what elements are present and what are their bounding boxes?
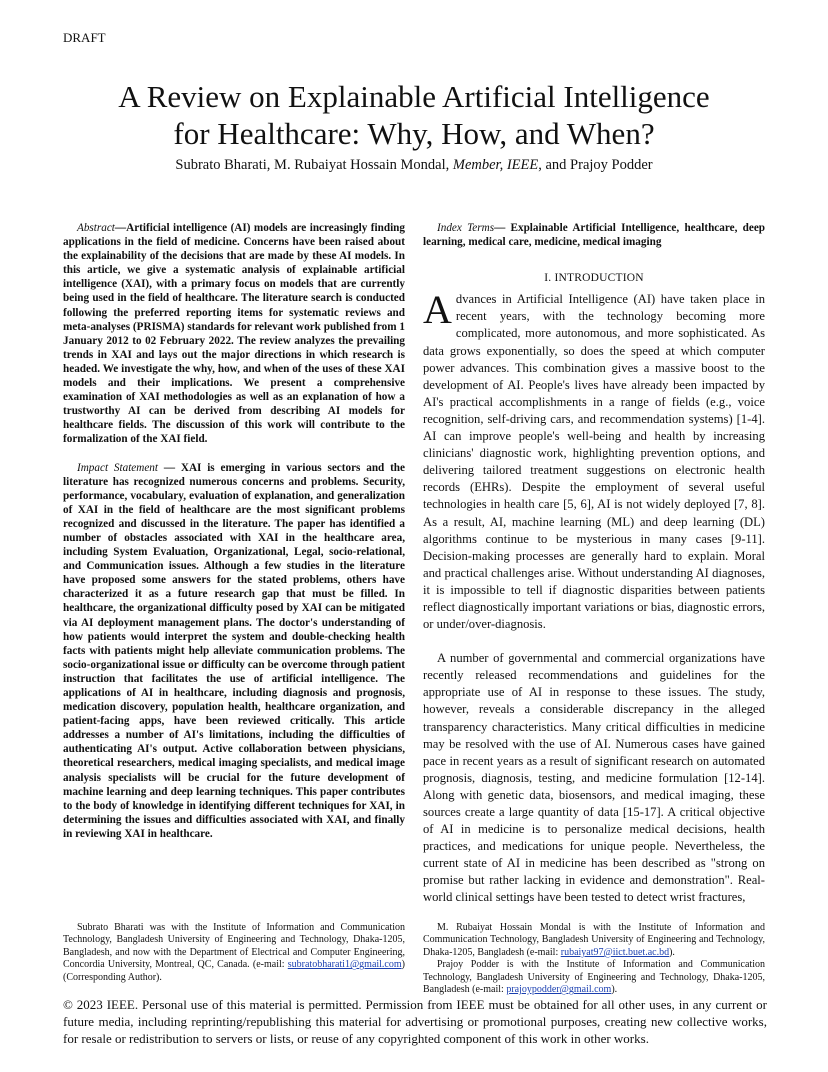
- footnote-mondal-tail: ).: [669, 946, 675, 958]
- section-heading-introduction: [423, 271, 765, 285]
- footnote-bharati: [63, 922, 405, 984]
- authors-pre: Subrato Bharati, M. Rubaiyat Hossain Mondal,: [175, 157, 453, 173]
- draft-label: DRAFT: [63, 30, 106, 45]
- footnote-podder-tail: ).: [611, 984, 618, 996]
- index-terms: [423, 221, 765, 249]
- footnote-bharati-text: Subrato Bharati was with the Institute of Information and Communication Technology, Bangladesh University of Engineering and Technology, Dhaka-1205, Bangladesh, and now with the Department of Electrical and Computer Engineering, Concordia University, Montreal, QC, Canada. (e-mail:: [63, 922, 405, 971]
- left-column: [63, 221, 405, 841]
- intro-paragraph-1: [423, 287, 765, 633]
- paper-title: [40, 78, 788, 152]
- abstract-text: —Artificial intelligence (AI) models are increasingly finding applications in the field of medicine. Concerns have been raised about the explainability of the decisions that are made by these AI models. In this article, we give a systematic analysis of explainable artificial intelligence (XAI), with a primary focus on models that are currently being used in the field of healthcare. The literature search is conducted following the preferred reporting items for systematic reviews and meta-analyses (PRISMA) standards for relevant work published from 1 January 2012 to 02 February 2022. The review analyzes the prevailing trends in XAI and lays out the major directions in which research is headed. We investigate the why, how, and when of the uses of these XAI models and their implications. We present a comprehensive examination of XAI methodologies as well as an explanation of how a trustworthy AI can be derived from describing AI models for healthcare fields. The discussion of this work will contribute to the formalization of the XAI field.: [63, 222, 405, 446]
- impact-statement: [63, 461, 405, 842]
- authors-post: , and Prajoy Podder: [538, 157, 653, 173]
- author-list: [40, 157, 788, 174]
- footnote-left: [63, 922, 405, 984]
- footnote-podder-text: Prajoy Podder is with the Institute of Information and Communication Technology, Bangladesh University of Engineering and Technology, Dhaka-1205, Bangladesh (e-mail:: [423, 959, 765, 996]
- email-link-mondal[interactable]: rubaiyat97@iict.buet.ac.bd: [560, 946, 670, 958]
- title-line-1: A Review on Explainable Artificial Intelligence: [118, 79, 710, 114]
- copyright-notice: © 2023 IEEE. Personal use of this material is permitted. Permission from IEEE must be obtained for all other uses, in any current or future media, including reprinting/republishing this material for advertising or promotional purposes, creating new collective works, for resale or redistribution to servers or lists, or reuse of any copyrighted component of this work in other works.: [63, 997, 767, 1046]
- email-link-podder[interactable]: prajoypodder@gmail.com: [506, 984, 612, 996]
- footnote-right: [423, 922, 765, 996]
- right-column: [423, 221, 765, 907]
- impact-text: — XAI is emerging in various sectors and the literature has recognized numerous concerns and problems. Security, performance, vocabulary, evaluation of explanation, and generalization of XAI in the field of healthcare are the most significant problems recognized and discussed in the literature. The paper has identified a number of obstacles associated with XAI in the healthcare area, including System Evaluation, Organizational, Legal, socio-relational, and Communication issues. Although a few studies in the literature have proposed some answers for the stated problems, others have characterized it as a future research gap that must be filled. In healthcare, the organizational difficulty posed by XAI can be mitigated via AI deployment management plans. The doctor's understanding of how patients would interpret the system and double-checking health facts with patients might help alleviate communication problems. The socio-organizational issue or difficulty can be overcome through patient instruction that facilitates the use of artificial intelligence. The applications of AI in healthcare, including diagnosis and prognosis, medication discovery, population health, healthcare organization, and patient-facing apps, have been reviewed critically. This article addresses a number of AI's limitations, including the difficulties of authenticating AI's output. Active collaboration between physicians, theoretical researchers, medical imaging specialists, and medical image analysis specialists will be crucial for the future development of machine learning and deep learning techniques. This paper contributes to the body of knowledge in identifying different techniques for XAI, in determining the issues and difficulties associated with XAI, and finally in reviewing XAI in healthcare.: [63, 461, 405, 840]
- drop-cap: A: [423, 287, 452, 333]
- abstract: [63, 221, 405, 447]
- footnote-mondal: [423, 922, 765, 959]
- section-numeral: I.: [544, 272, 552, 285]
- index-terms-label: Index Terms: [437, 222, 495, 234]
- impact-label: Impact Statement: [77, 461, 159, 474]
- footnote-bharati-tail: ) (Corresponding Author).: [63, 959, 405, 983]
- intro-paragraph-1-text: dvances in Artificial Intelligence (AI) have taken place in recent years, with the technology becoming more complicated, more autonomous, and more sophisticated. As data grows exponentially, so does the speed at which computer power advances. This combination gives a massive boost to the development of AI. People's lives have already been impacted by AI's practical accomplishments in a range of fields (e.g., voice recognition, self-driving cars, and recommendation systems) [1-4]. AI can improve people's well-being and health by increasing clinicians' diagnostic work, highlighting prevention options, and delivering tailored treatment suggestions on electronic health records (EHRs). Despite the employment of several useful technologies in health care [5, 6], AI is not widely deployed [7, 8]. As a result, AI, machine learning (ML) and deep learning (DL) algorithms continue to be mysterious in many cases [9-11]. Decision-making processes are generally hard to explain. Moral and practical challenges arise. Without understanding AI diagnoses, it is impossible to tell if diagnostic disparities between patients reflect diagnostically important variations or bias, diagnostic errors, or under/over-diagnosis.: [423, 292, 765, 632]
- title-line-2: for Healthcare: Why, How, and When?: [173, 116, 655, 151]
- section-heading-first: I: [554, 272, 559, 285]
- section-heading-rest: NTRODUCTION: [558, 272, 644, 285]
- footnote-mondal-text: M. Rubaiyat Hossain Mondal is with the Institute of Information and Communication Technology, Bangladesh University of Engineering and Technology, Dhaka-1205, Bangladesh (e-mail:: [423, 922, 765, 958]
- authors-member: Member, IEEE: [452, 157, 539, 173]
- intro-paragraph-2: A number of governmental and commercial organizations have recently released recommendations and guidelines for the appropriate use of AI in response to these issues. The study, however, reveals a considerable discrepancy in the alleged transparency characteristics. Many critical difficulties in medicine may be resolved with the use of AI. Numerous cases have gained pace in recent years as a result of significant research on automated prognosis, diagnosis, testing, and medicine formulation [12-14]. Along with genetic data, biosensors, and medical imaging, these sources create a large quantity of data [15-17]. A critical objective of AI in medicine is to personalize medical decisions, health practices, and medications for unique people. Nevertheless, the current state of AI in medicine has been described as "strong on promise but rather lacking in evidence and demonstration". Real-world clinical settings have been tested to detect wrist fractures,: [423, 651, 765, 905]
- email-link-bharati[interactable]: subratobharati1@gmail.com: [287, 959, 402, 971]
- index-terms-text: — Explainable Artificial Intelligence, healthcare, deep learning, medical care, medicine, medical imaging: [423, 222, 766, 249]
- footnote-podder: [423, 959, 765, 996]
- abstract-label: Abstract: [77, 222, 115, 234]
